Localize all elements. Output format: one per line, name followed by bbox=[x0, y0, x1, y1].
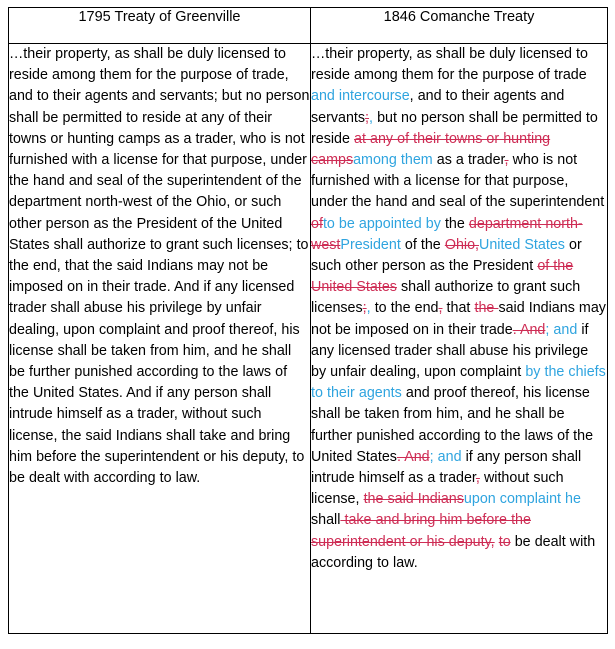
treaty-comparison-table bbox=[8, 7, 608, 634]
deleted-text: . And bbox=[396, 448, 430, 465]
unchanged-text: be dealt with according to law. bbox=[311, 533, 596, 571]
unchanged-text: shall bbox=[311, 512, 341, 529]
unchanged-text: shall authorize to grant such licenses bbox=[311, 279, 581, 317]
inserted-text: United States bbox=[479, 236, 565, 253]
deleted-text: the bbox=[474, 300, 499, 317]
inserted-text: to be appointed by bbox=[322, 215, 441, 232]
unchanged-text: without such license, bbox=[311, 470, 564, 508]
inserted-text: ; and bbox=[429, 448, 462, 465]
unchanged-text: …their property, as shall be duly licensed to reside among them for the purpose of trade bbox=[311, 46, 588, 84]
inserted-text: ; and bbox=[545, 321, 578, 338]
deleted-text: , bbox=[438, 300, 443, 317]
inserted-text: among them bbox=[353, 152, 433, 169]
deleted-text: of the United States bbox=[311, 258, 574, 296]
unchanged-text: but no person shall be permitted to reside bbox=[311, 109, 598, 147]
treaty-paragraph-greenville bbox=[9, 44, 310, 489]
inserted-text: by the chiefs to their agents bbox=[311, 364, 606, 402]
treaty-paragraph-comanche bbox=[311, 44, 607, 574]
unchanged-text: …their property, as shall be duly licensed to reside among them for the purpose of trade, and to their agents and servants; but no person shall be permitted to reside at any of their towns or hunting camps as a trader, who is not furnished with a license for that purpose, under the hand and seal of the superintendent of the department north-west of the Ohio, or such other person as the President of the United States shall authorize to grant such licenses; to the end, that the said Indians may not be imposed on in their trade. And if any licensed trader shall abuse his privilege by unfair dealing, upon complaint and proof thereof, his license shall be taken from him, and he shall be further punished according to the laws of the United States. And if any person shall intrude himself as a trader, without such license, the said Indians shall take and bring him before the superintendent or his deputy, to be dealt with according to law. bbox=[9, 46, 310, 487]
unchanged-text: if any licensed trader shall abuse his privilege by unfair dealing, upon complaint bbox=[311, 321, 589, 381]
deleted-text: take and bring him before the superintendent or his deputy, bbox=[311, 512, 531, 550]
unchanged-text: to the end bbox=[370, 300, 439, 317]
unchanged-text: , and to their agents and servants bbox=[311, 88, 565, 126]
unchanged-text: that bbox=[442, 300, 475, 317]
deleted-text: of bbox=[311, 215, 323, 232]
unchanged-text: said Indians may not be imposed on in their trade bbox=[311, 300, 606, 338]
deleted-text: at any of their towns or hunting camps bbox=[311, 130, 551, 169]
deleted-text: ; bbox=[362, 300, 367, 317]
unchanged-text: who is not furnished with a license for that purpose, under the hand and seal of the superintendent bbox=[311, 152, 605, 211]
deleted-text: the said Indians bbox=[363, 491, 464, 508]
treaty-text-comanche bbox=[311, 44, 608, 634]
table-body-row bbox=[9, 44, 608, 634]
unchanged-text: or such other person as the President bbox=[311, 236, 582, 275]
column-header-comanche: 1846 Comanche Treaty bbox=[311, 8, 608, 44]
deleted-text: , bbox=[475, 470, 480, 487]
deleted-text: . And bbox=[512, 321, 546, 338]
table-header-row bbox=[9, 8, 608, 44]
inserted-text: and intercourse bbox=[311, 88, 410, 105]
unchanged-text: the bbox=[440, 215, 469, 232]
deleted-text: , bbox=[504, 152, 509, 169]
treaty-text-greenville bbox=[9, 44, 311, 634]
inserted-text: , bbox=[369, 109, 374, 126]
inserted-text: President bbox=[340, 236, 401, 253]
deleted-text: to bbox=[498, 533, 511, 550]
unchanged-text: of the bbox=[400, 236, 445, 253]
unchanged-text: and proof thereof, his license shall be taken from him, and he shall be further punished according to the laws of the United States bbox=[311, 385, 594, 465]
deleted-text: department north-west bbox=[311, 215, 583, 253]
unchanged-text: as a trader bbox=[432, 152, 505, 169]
inserted-text: upon complaint he bbox=[463, 491, 581, 508]
deleted-text: ; bbox=[365, 109, 370, 126]
column-header-greenville: 1795 Treaty of Greenville bbox=[9, 8, 311, 44]
inserted-text: , bbox=[366, 300, 371, 317]
deleted-text: Ohio, bbox=[444, 236, 479, 253]
unchanged-text: if any person shall intrude himself as a trader bbox=[311, 448, 582, 487]
